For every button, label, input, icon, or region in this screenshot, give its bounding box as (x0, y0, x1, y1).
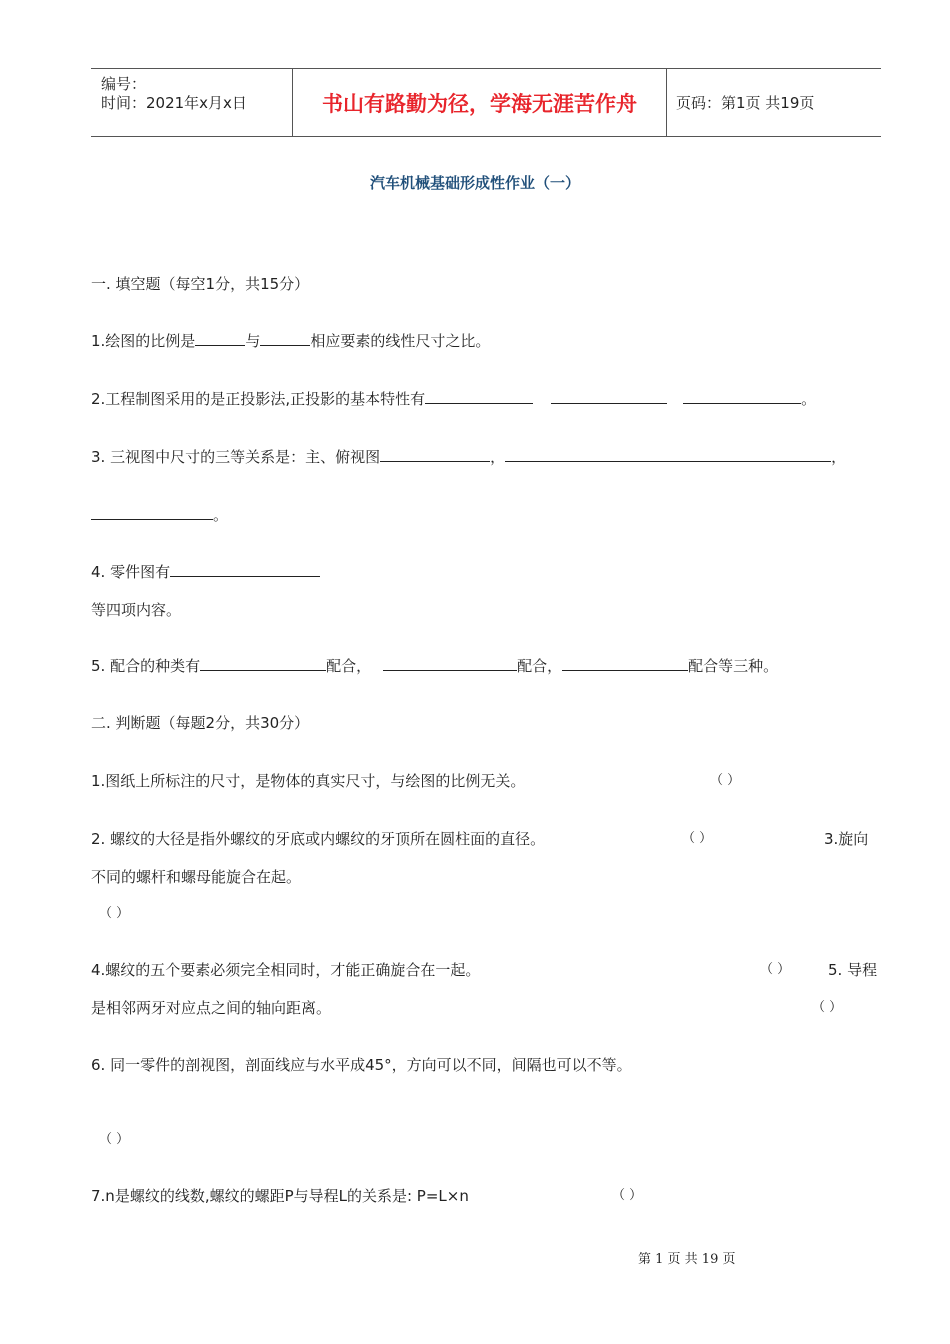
judge-question-3-start: 3.旋向 (824, 830, 869, 848)
answer-paren[interactable]: （ ） (760, 962, 791, 977)
fill-question-3: 3. 三视图中尺寸的三等关系是：主、俯视图 ， ， (91, 448, 847, 466)
answer-paren[interactable]: （ ） (812, 1000, 843, 1015)
blank[interactable] (551, 389, 667, 404)
fill-question-2: 2.工程制图采用的是正投影法,正投影的基本特性有 。 (91, 390, 817, 408)
judge-question-5-start: 5. 导程 (828, 961, 878, 979)
blank[interactable] (260, 331, 310, 346)
fill-question-4: 4. 零件图有 (91, 562, 320, 582)
motto: 书山有路勤为径，学海无涯苦作舟 (322, 91, 637, 116)
page-header (91, 68, 881, 137)
fill-question-3-cont: 。 (91, 505, 228, 525)
section1-heading: 一. 填空题（每空1分，共15分） (91, 275, 310, 293)
blank[interactable] (425, 389, 533, 404)
answer-paren[interactable]: （ ） (99, 1132, 130, 1147)
header-page-cell (666, 69, 881, 136)
fill-question-5: 5. 配合的种类有 配合， 配合， 配合等三种。 (91, 657, 779, 675)
page-footer: 第 1 页 共 19 页 (638, 1252, 736, 1267)
judge-question-7: 7.n是螺纹的线数,螺纹的螺距P与导程L的关系是: P=L×n (91, 1187, 469, 1205)
judge-question-5-cont: 是相邻两牙对应点之间的轴向距离。 (91, 999, 332, 1017)
blank[interactable] (200, 656, 326, 671)
answer-paren[interactable]: （ ） (710, 773, 741, 788)
judge-question-4: 4.螺纹的五个要素必须完全相同时，才能正确旋合在一起。 (91, 961, 481, 979)
page-code: 页码：第1页 共19页 (676, 94, 815, 112)
blank[interactable] (562, 656, 688, 671)
blank[interactable] (195, 331, 245, 346)
section2-heading: 二. 判断题（每题2分，共30分） (91, 714, 310, 732)
blank[interactable] (383, 656, 517, 671)
answer-paren[interactable]: （ ） (99, 906, 130, 921)
blank[interactable] (683, 389, 801, 404)
fill-question-4-cont: 等四项内容。 (91, 601, 182, 619)
judge-question-2: 2. 螺纹的大径是指外螺纹的牙底或内螺纹的牙顶所在圆柱面的直径。 (91, 830, 546, 848)
document-title: 汽车机械基础形成性作业（一） (369, 174, 580, 192)
judge-question-1: 1.图纸上所标注的尺寸，是物体的真实尺寸，与绘图的比例无关。 (91, 772, 526, 790)
header-motto-cell (292, 69, 667, 136)
time-label: 时间：2021年x月x日 (101, 94, 247, 112)
blank[interactable] (170, 562, 320, 577)
number-label: 编号： (101, 75, 147, 93)
answer-paren[interactable]: （ ） (682, 831, 713, 846)
answer-paren[interactable]: （ ） (612, 1188, 643, 1203)
blank[interactable] (91, 505, 213, 520)
header-info-cell (91, 69, 292, 136)
judge-question-6: 6. 同一零件的剖视图，剖面线应与水平成45°，方向可以不同，间隔也可以不等。 (91, 1056, 632, 1074)
blank[interactable] (380, 447, 490, 462)
blank[interactable] (505, 447, 831, 462)
fill-question-1: 1.绘图的比例是 与 相应要素的线性尺寸之比。 (91, 332, 491, 350)
judge-question-3-cont: 不同的螺杆和螺母能旋合在起。 (91, 868, 302, 886)
